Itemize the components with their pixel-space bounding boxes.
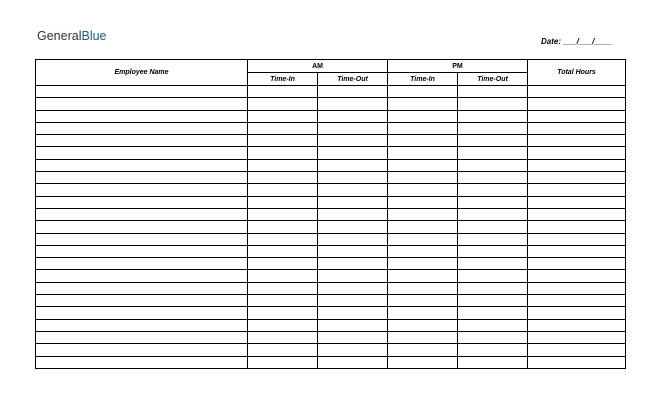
table-row — [36, 258, 626, 270]
pm-time-in-cell[interactable] — [388, 98, 458, 110]
total-hours-cell[interactable] — [528, 122, 626, 134]
am-time-in-cell[interactable] — [248, 245, 318, 257]
am-time-in-cell[interactable] — [248, 122, 318, 134]
table-body — [36, 86, 626, 369]
pm-time-in-cell[interactable] — [388, 135, 458, 147]
pm-time-in-cell[interactable] — [388, 159, 458, 171]
total-hours-cell[interactable] — [528, 159, 626, 171]
total-hours-cell[interactable] — [528, 295, 626, 307]
am-time-out-cell[interactable] — [318, 135, 388, 147]
employee-name-cell[interactable] — [36, 245, 248, 257]
total-hours-cell[interactable] — [528, 86, 626, 98]
am-time-out-cell[interactable] — [318, 245, 388, 257]
employee-name-cell[interactable] — [36, 331, 248, 343]
am-time-out-cell[interactable] — [318, 184, 388, 196]
employee-name-cell[interactable] — [36, 172, 248, 184]
pm-time-in-cell[interactable] — [388, 221, 458, 233]
logo-blue-text: Blue — [81, 29, 107, 43]
am-time-out-cell[interactable] — [318, 258, 388, 270]
pm-time-out-cell[interactable] — [458, 159, 528, 171]
total-hours-cell[interactable] — [528, 172, 626, 184]
total-hours-cell[interactable] — [528, 110, 626, 122]
pm-time-out-header: Time-Out — [458, 73, 528, 86]
table-row — [36, 270, 626, 282]
pm-time-out-cell[interactable] — [458, 282, 528, 294]
table-row — [36, 307, 626, 319]
employee-name-cell[interactable] — [36, 208, 248, 220]
total-hours-cell[interactable] — [528, 98, 626, 110]
table-row — [36, 86, 626, 98]
am-time-out-cell[interactable] — [318, 86, 388, 98]
employee-name-cell[interactable] — [36, 122, 248, 134]
am-time-out-cell[interactable] — [318, 307, 388, 319]
generalblue-logo — [37, 29, 107, 43]
am-time-out-cell[interactable] — [318, 98, 388, 110]
pm-time-in-cell[interactable] — [388, 184, 458, 196]
employee-name-cell[interactable] — [36, 270, 248, 282]
am-time-in-cell[interactable] — [248, 110, 318, 122]
employee-name-cell[interactable] — [36, 159, 248, 171]
am-time-in-cell[interactable] — [248, 282, 318, 294]
employee-name-cell[interactable] — [36, 221, 248, 233]
employee-name-cell[interactable] — [36, 258, 248, 270]
total-hours-cell[interactable] — [528, 282, 626, 294]
pm-time-in-cell[interactable] — [388, 307, 458, 319]
pm-time-in-cell[interactable] — [388, 282, 458, 294]
am-time-in-cell[interactable] — [248, 98, 318, 110]
pm-time-out-cell[interactable] — [458, 270, 528, 282]
am-time-in-cell[interactable] — [248, 319, 318, 331]
employee-name-cell[interactable] — [36, 233, 248, 245]
pm-time-in-cell[interactable] — [388, 245, 458, 257]
total-hours-cell[interactable] — [528, 208, 626, 220]
pm-time-in-cell[interactable] — [388, 172, 458, 184]
am-time-out-cell[interactable] — [318, 270, 388, 282]
table-row — [36, 110, 626, 122]
pm-time-out-cell[interactable] — [458, 233, 528, 245]
table-row — [36, 196, 626, 208]
pm-time-in-header: Time-In — [388, 73, 458, 86]
am-time-in-cell[interactable] — [248, 196, 318, 208]
total-hours-cell[interactable] — [528, 221, 626, 233]
pm-time-out-cell[interactable] — [458, 172, 528, 184]
pm-time-in-cell[interactable] — [388, 258, 458, 270]
total-hours-cell[interactable] — [528, 270, 626, 282]
am-time-out-cell[interactable] — [318, 122, 388, 134]
pm-time-out-cell[interactable] — [458, 135, 528, 147]
am-time-in-cell[interactable] — [248, 356, 318, 368]
employee-name-cell[interactable] — [36, 196, 248, 208]
pm-time-out-cell[interactable] — [458, 184, 528, 196]
table-row — [36, 356, 626, 368]
table-row — [36, 233, 626, 245]
employee-name-cell[interactable] — [36, 98, 248, 110]
am-time-in-cell[interactable] — [248, 159, 318, 171]
am-time-in-cell[interactable] — [248, 221, 318, 233]
total-hours-cell[interactable] — [528, 307, 626, 319]
am-time-out-cell[interactable] — [318, 319, 388, 331]
pm-time-out-cell[interactable] — [458, 331, 528, 343]
table-row — [36, 122, 626, 134]
logo-dots: · · · · · · · · · — [37, 23, 75, 28]
am-time-out-cell[interactable] — [318, 282, 388, 294]
employee-name-cell[interactable] — [36, 110, 248, 122]
pm-time-out-cell[interactable] — [458, 110, 528, 122]
total-hours-cell[interactable] — [528, 135, 626, 147]
am-time-out-cell[interactable] — [318, 159, 388, 171]
am-time-in-cell[interactable] — [248, 233, 318, 245]
employee-name-cell[interactable] — [36, 307, 248, 319]
total-hours-cell[interactable] — [528, 184, 626, 196]
table-row — [36, 331, 626, 343]
table-row — [36, 295, 626, 307]
pm-time-in-cell[interactable] — [388, 110, 458, 122]
employee-name-cell[interactable] — [36, 147, 248, 159]
pm-time-out-cell[interactable] — [458, 356, 528, 368]
pm-time-in-cell[interactable] — [388, 233, 458, 245]
am-time-in-cell[interactable] — [248, 307, 318, 319]
pm-time-out-cell[interactable] — [458, 295, 528, 307]
am-time-out-cell[interactable] — [318, 356, 388, 368]
time-sheet-table — [35, 59, 626, 369]
total-hours-cell[interactable] — [528, 319, 626, 331]
table-row — [36, 147, 626, 159]
am-time-in-cell[interactable] — [248, 258, 318, 270]
am-time-out-cell[interactable] — [318, 295, 388, 307]
am-time-in-cell[interactable] — [248, 344, 318, 356]
table-row — [36, 172, 626, 184]
pm-time-out-cell[interactable] — [458, 98, 528, 110]
logo-general-text: General — [37, 29, 82, 43]
table-row — [36, 135, 626, 147]
employee-name-cell[interactable] — [36, 319, 248, 331]
total-hours-header: Total Hours — [528, 60, 626, 86]
am-time-out-cell[interactable] — [318, 147, 388, 159]
pm-time-in-cell[interactable] — [388, 331, 458, 343]
pm-time-in-cell[interactable] — [388, 295, 458, 307]
am-time-in-cell[interactable] — [248, 172, 318, 184]
pm-time-out-cell[interactable] — [458, 122, 528, 134]
employee-name-header: Employee Name — [36, 60, 248, 86]
employee-name-cell[interactable] — [36, 282, 248, 294]
employee-name-cell[interactable] — [36, 135, 248, 147]
pm-time-out-cell[interactable] — [458, 258, 528, 270]
table-row — [36, 184, 626, 196]
pm-time-out-cell[interactable] — [458, 147, 528, 159]
employee-name-cell[interactable] — [36, 295, 248, 307]
total-hours-cell[interactable] — [528, 331, 626, 343]
pm-time-in-cell[interactable] — [388, 122, 458, 134]
employee-name-cell[interactable] — [36, 344, 248, 356]
pm-time-out-cell[interactable] — [458, 319, 528, 331]
table-row — [36, 159, 626, 171]
table-row — [36, 98, 626, 110]
table-row — [36, 319, 626, 331]
am-time-in-cell[interactable] — [248, 147, 318, 159]
total-hours-cell[interactable] — [528, 245, 626, 257]
am-time-out-cell[interactable] — [318, 110, 388, 122]
date-field[interactable]: Date: ___/___/____ — [541, 37, 613, 46]
am-time-in-header: Time-In — [248, 73, 318, 86]
pm-header: PM — [388, 60, 528, 73]
am-time-out-cell[interactable] — [318, 196, 388, 208]
am-time-out-cell[interactable] — [318, 233, 388, 245]
table-row — [36, 282, 626, 294]
am-header: AM — [248, 60, 388, 73]
am-time-in-cell[interactable] — [248, 86, 318, 98]
pm-time-in-cell[interactable] — [388, 208, 458, 220]
pm-time-in-cell[interactable] — [388, 344, 458, 356]
pm-time-out-cell[interactable] — [458, 307, 528, 319]
am-time-out-cell[interactable] — [318, 344, 388, 356]
pm-time-in-cell[interactable] — [388, 356, 458, 368]
am-time-in-cell[interactable] — [248, 184, 318, 196]
am-time-out-cell[interactable] — [318, 172, 388, 184]
table-row — [36, 344, 626, 356]
employee-name-cell[interactable] — [36, 86, 248, 98]
pm-time-out-cell[interactable] — [458, 245, 528, 257]
pm-time-out-cell[interactable] — [458, 208, 528, 220]
am-time-out-cell[interactable] — [318, 208, 388, 220]
employee-name-cell[interactable] — [36, 184, 248, 196]
pm-time-in-cell[interactable] — [388, 86, 458, 98]
pm-time-in-cell[interactable] — [388, 270, 458, 282]
pm-time-out-cell[interactable] — [458, 344, 528, 356]
pm-time-in-cell[interactable] — [388, 147, 458, 159]
total-hours-cell[interactable] — [528, 344, 626, 356]
total-hours-cell[interactable] — [528, 233, 626, 245]
pm-time-out-cell[interactable] — [458, 196, 528, 208]
am-time-out-cell[interactable] — [318, 221, 388, 233]
am-time-out-header: Time-Out — [318, 73, 388, 86]
total-hours-cell[interactable] — [528, 258, 626, 270]
pm-time-in-cell[interactable] — [388, 196, 458, 208]
pm-time-in-cell[interactable] — [388, 319, 458, 331]
table-row — [36, 221, 626, 233]
employee-name-cell[interactable] — [36, 356, 248, 368]
pm-time-out-cell[interactable] — [458, 86, 528, 98]
total-hours-cell[interactable] — [528, 196, 626, 208]
am-time-in-cell[interactable] — [248, 208, 318, 220]
am-time-in-cell[interactable] — [248, 295, 318, 307]
total-hours-cell[interactable] — [528, 356, 626, 368]
am-time-in-cell[interactable] — [248, 135, 318, 147]
table-row — [36, 208, 626, 220]
am-time-in-cell[interactable] — [248, 331, 318, 343]
table-row — [36, 245, 626, 257]
am-time-in-cell[interactable] — [248, 270, 318, 282]
total-hours-cell[interactable] — [528, 147, 626, 159]
pm-time-out-cell[interactable] — [458, 221, 528, 233]
am-time-out-cell[interactable] — [318, 331, 388, 343]
